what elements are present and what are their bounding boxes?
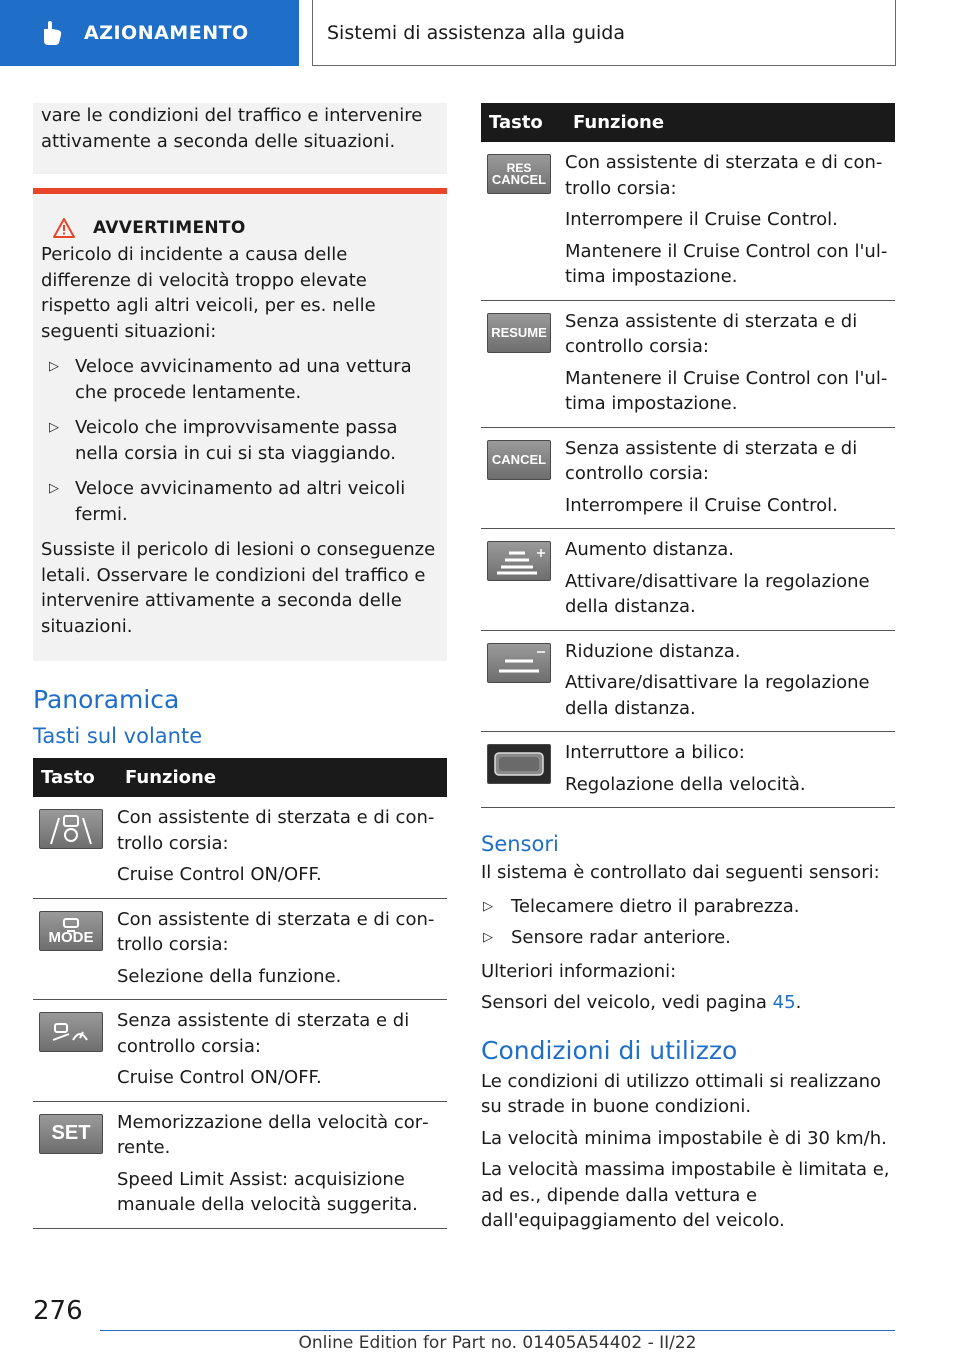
table-header-row [33,758,447,797]
warning-bullets [41,354,439,527]
page-number: 276 [33,1296,83,1326]
col-function-header: Funzione [117,758,447,797]
heading-conditions: Condizioni di utilizzo [481,1035,738,1065]
conditions-paragraph: Le condizioni di utilizzo ottimali si realizzano su strade in buone condizioni. [481,1070,882,1117]
steering-hand-icon [38,19,66,47]
table-row: Riduzione distanza. Attivare/disattivare la regolazione della distanza. [481,630,895,732]
col-key-header: Tasto [33,758,117,797]
page-header [0,0,960,66]
warning-triangle-icon [53,218,75,238]
sensors-reference: Sensori del veicolo, vedi pagina 45. [481,992,802,1013]
cruise-speedometer-key-icon [39,1012,103,1052]
warning-title [53,218,439,238]
table-row: RESUME Senza assistente di sterzata e di controllo corsia: Mantenere il Cruise Control con l'ultima impostazione. [481,300,895,427]
edition-footer: Online Edition for Part no. 01405A54402 - II/22 [298,1333,697,1353]
table-row: RES CANCEL Con assistente di sterzata e di controllo corsia: Interrompere il Cruise Control. Mantenere il Cruise Control con l'ultima impostazione. [481,142,895,300]
cancel-key-icon: CANCEL [487,440,551,480]
warning-box [33,188,447,661]
intro-text: vare le condizioni del traffico e intervenire attivamente a seconda delle situazioni. [41,105,423,152]
heading-steering-keys: Tasti sul volante [33,724,203,748]
warning-title-text: AVVERTIMENTO [93,218,246,238]
right-column [481,103,895,1234]
rocker-switch-icon [487,744,551,784]
res-cancel-key-icon: RES CANCEL [487,154,551,194]
set-key-icon: SET [39,1114,103,1154]
list-item: ▷ Veicolo che improvvisamente passa nella corsia in cui si sta viaggiando. [41,415,439,466]
table-row: Aumento distanza. Attivare/disattivare la regolazione della distanza. [481,529,895,631]
more-info-label: Ulteriori informazioni: [481,960,677,982]
table-row: CANCEL Senza assistente di sterzata e di controllo corsia: Interrompere il Cruise Control. [481,427,895,529]
distance-increase-key-icon [487,541,551,581]
sensors-list [481,894,895,951]
warning-text: Pericolo di incidente a causa delle differenze di velocità troppo elevate rispetto agli altri veicoli, per es. nelle seguenti situazioni: [41,244,376,342]
intro-box [33,103,447,174]
resume-key-icon: RESUME [487,313,551,353]
steering-keys-table-continued [481,103,895,808]
table-row: Senza assistente di sterzata e di controllo corsia: Cruise Control ON/OFF. [33,1000,447,1102]
left-column [33,103,447,1229]
table-row: SET Memorizzazione della velocità corrente. Speed Limit Assist: acquisizione manuale della velocità suggerita. [33,1101,447,1228]
col-function-header: Funzione [565,103,895,142]
page-link[interactable]: 45 [772,992,796,1013]
footer-divider [100,1330,895,1331]
table-row: Interruttore a bilico: Regolazione della velocità. [481,732,895,808]
conditions-paragraph: La velocità massima impostabile è limitata e, ad es., dipende dalla vettura e dall'equipaggiamento del veicolo. [481,1159,890,1231]
table-header-row [481,103,895,142]
list-item: ▷ Sensore radar anteriore. [481,925,895,951]
mode-key-icon: MODE [39,911,103,951]
list-item: ▷ Veloce avvicinamento ad altri veicoli fermi. [41,476,439,527]
sensors-intro: Il sistema è controllato dai seguenti sensori: [481,862,880,883]
heading-sensors: Sensori [481,832,559,856]
section-tab [0,0,299,66]
distance-decrease-key-icon [487,643,551,683]
steering-keys-table [33,758,447,1229]
warning-closing: Sussiste il pericolo di lesioni o conseguenze letali. Osservare le condizioni del traffico e intervenire attivamente a seconda delle situazioni. [41,539,436,637]
table-row: Con assistente di sterzata e di controllo corsia: Cruise Control ON/OFF. [33,797,447,898]
col-key-header: Tasto [481,103,565,142]
chapter-title: Sistemi di assistenza alla guida [312,0,896,66]
cruise-steering-key-icon [39,809,103,849]
table-row: MODE Con assistente di sterzata e di controllo corsia: Selezione della funzione. [33,898,447,1000]
conditions-paragraph: La velocità minima impostabile è di 30 km/h. [481,1127,887,1149]
list-item: ▷ Telecamere dietro il parabrezza. [481,894,895,920]
section-label: AZIONAMENTO [84,22,249,44]
heading-overview: Panoramica [33,685,180,714]
list-item: ▷ Veloce avvicinamento ad una vettura che procede lentamente. [41,354,439,405]
